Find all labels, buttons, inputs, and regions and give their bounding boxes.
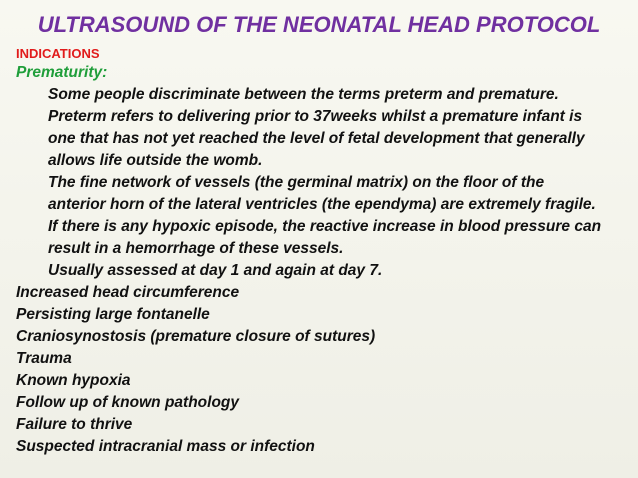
indication-item: Craniosynostosis (premature closure of sutures): [16, 328, 376, 345]
prematurity-line: allows life outside the womb.: [48, 152, 263, 169]
indication-item: Trauma: [16, 350, 72, 367]
prematurity-line: Preterm refers to delivering prior to 37weeks whilst a premature infant is: [48, 108, 583, 125]
prematurity-heading: Prematurity:: [16, 64, 108, 81]
indications-heading: INDICATIONS: [16, 46, 100, 61]
prematurity-line: Some people discriminate between the terms preterm and premature.: [48, 86, 559, 103]
prematurity-line: anterior horn of the lateral ventricles (the ependyma) are extremely fragile.: [48, 196, 596, 213]
indication-item: Known hypoxia: [16, 372, 131, 389]
prematurity-line: result in a hemorrhage of these vessels.: [48, 240, 344, 257]
indication-item: Suspected intracranial mass or infection: [16, 438, 315, 455]
indication-item: Follow up of known pathology: [16, 394, 239, 411]
prematurity-line: one that has not yet reached the level of fetal development that generally: [48, 130, 585, 147]
prematurity-line: The fine network of vessels (the germinal matrix) on the floor of the: [48, 174, 545, 191]
slide-title: ULTRASOUND OF THE NEONATAL HEAD PROTOCOL: [37, 12, 601, 37]
indication-item: Failure to thrive: [16, 416, 133, 433]
indication-item: Increased head circumference: [16, 284, 240, 301]
prematurity-line: If there is any hypoxic episode, the reactive increase in blood pressure can: [48, 218, 602, 235]
indication-item: Persisting large fontanelle: [16, 306, 210, 323]
prematurity-line: Usually assessed at day 1 and again at day 7.: [48, 262, 383, 279]
